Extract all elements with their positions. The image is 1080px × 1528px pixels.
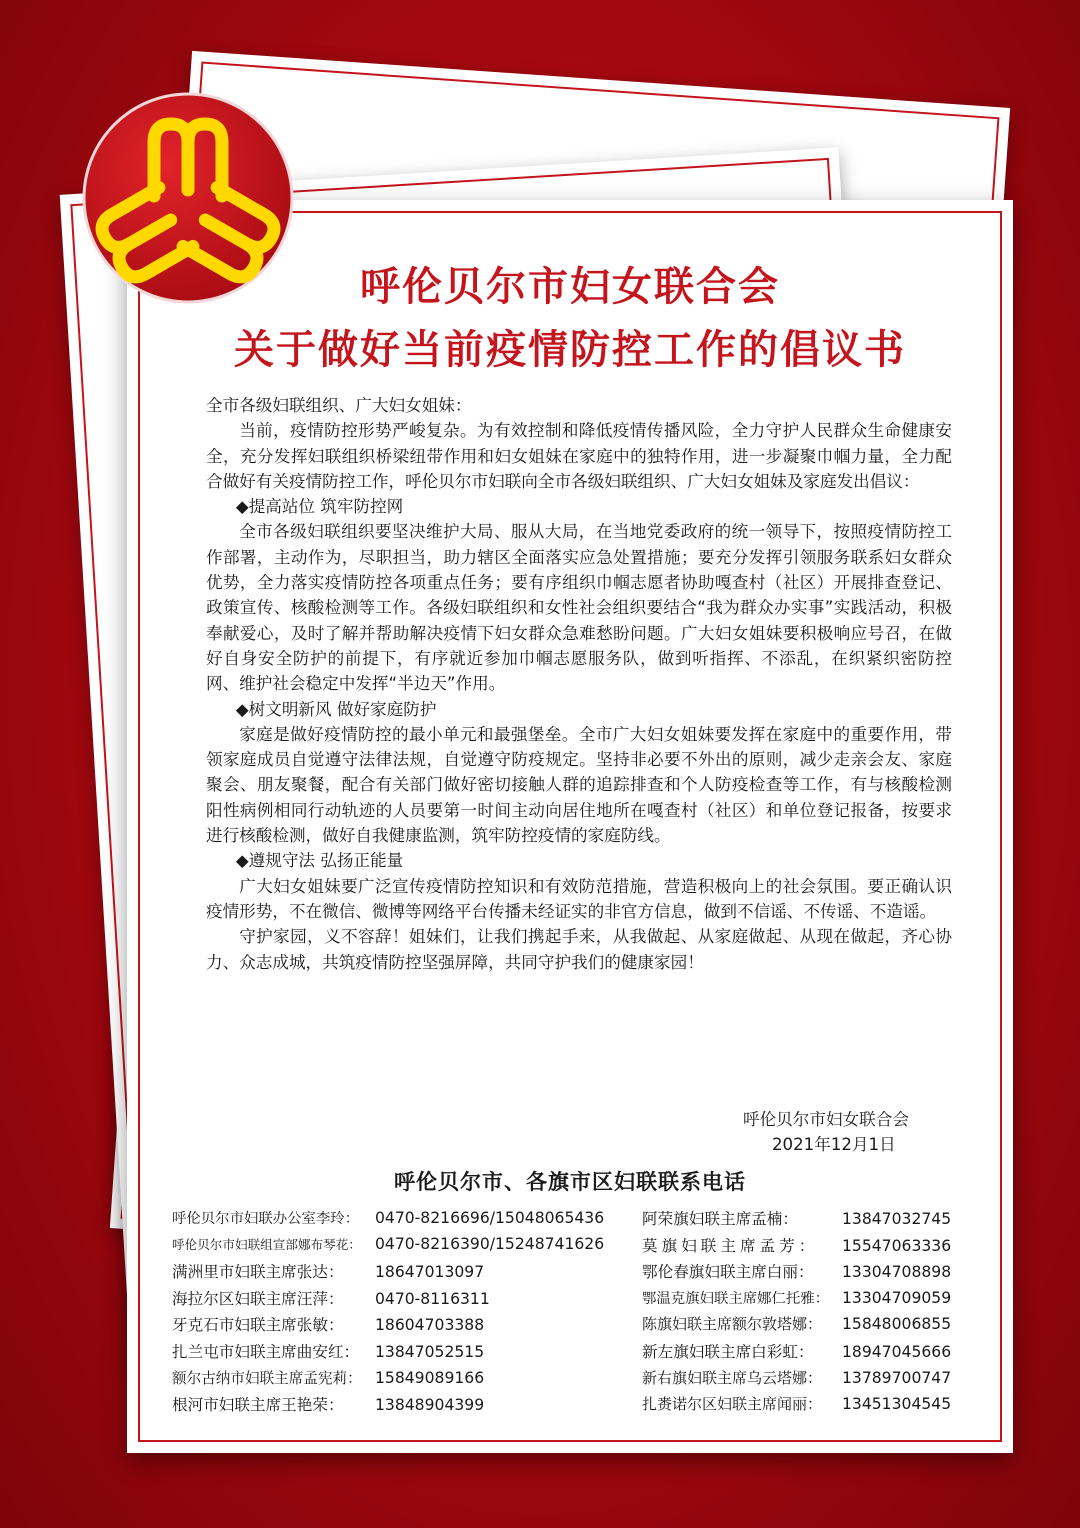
contact-name: 莫旗妇联主席孟芳： xyxy=(642,1236,819,1255)
contact-phone: 0470-8116311 xyxy=(375,1289,490,1308)
contact-name: 呼伦贝尔市妇联组宣部娜布琴花： xyxy=(172,1236,361,1252)
contact-row xyxy=(172,1234,604,1253)
contact-row xyxy=(642,1367,951,1388)
contact-phone: 13847032745 xyxy=(842,1210,952,1228)
contact-row xyxy=(642,1340,951,1362)
contact-name: 海拉尔区妇联主席汪萍： xyxy=(172,1289,344,1308)
salutation: 全市各级妇联组织、广大妇女姐妹： xyxy=(206,396,472,415)
contact-phone: 13848904399 xyxy=(375,1396,485,1415)
contact-phone: 18604703388 xyxy=(375,1316,485,1335)
contact-name: 牙克石市妇联主席张敏： xyxy=(172,1316,344,1335)
contact-phone: 13789700747 xyxy=(842,1368,952,1387)
contact-name: 阿荣旗妇联主席孟楠： xyxy=(642,1210,798,1228)
signature-date: 2021年12月1日 xyxy=(772,1135,896,1154)
contact-name: 额尔古纳市妇联主席孟宪莉： xyxy=(172,1369,362,1387)
section-paragraph: 家庭是做好疫情防控的最小单元和最强堡垒。全市广大妇女姐妹要发挥在家庭中的重要作用，带领家庭成员自觉遵守法律法规，自觉遵守防疫规定。坚持非必要不外出的原则，减少走亲会友、家庭聚会、朋友聚餐，配合有关部门做好密切接触人群的追踪排查和个人防疫检查等工作，有与核酸检测阳性病例相同行动轨迹的人员要第一时间主动向居住地所在嘎查村（社区）和单位登记报备，按要求进行核酸检测，做好自我健康监测，筑牢防控疫情的家庭防线。 xyxy=(206,724,952,846)
contact-phone: 18647013097 xyxy=(375,1263,485,1282)
section-paragraph: 全市各级妇联组织要坚决维护大局、服从大局，在当地党委政府的统一领导下，按照疫情防控工作部署，主动作为，尽职担当，助力辖区全面落实应急处置措施；要充分发挥引领服务联系妇女群众优势，全力落实疫情防控各项重点任务；要有序组织巾帼志愿者协助嘎查村（社区）开展排查登记、政策宣传、核酸检测等工作。各级妇联组织和女性社会组织要结合“我为群众办实事”实践活动，积极奉献爱心，及时了解并帮助解决疫情下妇女群众急难愁盼问题。广大妇女姐妹要积极响应号召，在做好自身安全防护的前提下，有序就近参加巾帼志愿服务队，做到听指挥、不添乱，在织紧织密防控网、维护社会稳定中发挥“半边天”作用。 xyxy=(206,522,952,694)
contact-row xyxy=(172,1367,484,1388)
contact-name: 陈旗妇联主席额尔敦塔娜： xyxy=(642,1315,823,1334)
contact-phone: 15547063336 xyxy=(842,1236,952,1255)
document-title: 呼伦贝尔市妇女联合会 xyxy=(360,263,780,310)
contact-phone: 15848006855 xyxy=(842,1315,952,1334)
contact-name: 新左旗妇联主席白彩虹： xyxy=(642,1343,814,1361)
contact-row xyxy=(172,1287,490,1309)
contact-phone: 13451304545 xyxy=(842,1395,952,1414)
contact-row xyxy=(172,1260,484,1282)
contact-phone: 13304708898 xyxy=(842,1263,952,1282)
section-heading: ◆树文明新风 做好家庭防护 xyxy=(235,699,437,719)
contact-phone: 0470-8216390/15248741626 xyxy=(375,1234,605,1253)
contact-name: 扎兰屯市妇联主席曲安红： xyxy=(172,1343,360,1361)
section-heading: ◆提高站位 筑牢防控网 xyxy=(235,497,404,517)
contact-row xyxy=(642,1260,951,1282)
contact-name: 扎赉诺尔区妇联主席闻丽： xyxy=(642,1395,823,1414)
contact-name: 鄂温克旗妇联主席娜仁托雅： xyxy=(642,1290,830,1307)
contact-row xyxy=(172,1207,604,1228)
contact-row xyxy=(172,1340,484,1362)
contact-name: 新右旗妇联主席乌云塔娜： xyxy=(642,1368,823,1387)
section-heading: ◆遵规守法 弘扬正能量 xyxy=(235,851,404,871)
contact-name: 呼伦贝尔市妇联办公室李玲： xyxy=(172,1211,360,1227)
contact-name: 满洲里市妇联主席张达： xyxy=(172,1263,344,1282)
contact-phone: 0470-8216696/15048065436 xyxy=(375,1209,605,1227)
contact-phone: 18947045666 xyxy=(842,1343,952,1361)
contact-row xyxy=(642,1313,951,1334)
section-paragraph: 广大妇女姐妹要广泛宣传疫情防控知识和有效防范措施，营造积极向上的社会氛围。要正确认识疫情形势，不在微信、微博等网络平台传播未经证实的非官方信息，做到不信谣、不传谣、不造谣。 xyxy=(206,876,952,921)
proposal-body xyxy=(206,393,952,975)
contact-phone: 15849089166 xyxy=(375,1368,485,1387)
closing-paragraph: 守护家园，义不容辞！姐妹们，让我们携起手来，从我做起、从家庭做起、从现在做起，齐心协力、众志成城，共筑疫情防控坚强屏障，共同守护我们的健康家园！ xyxy=(206,927,952,972)
document-subtitle: 关于做好当前疫情防控工作的倡议书 xyxy=(234,326,906,373)
contact-phone: 13847052515 xyxy=(375,1343,485,1361)
contact-row xyxy=(642,1287,951,1308)
contact-row xyxy=(642,1234,951,1256)
contact-row xyxy=(642,1393,951,1414)
contact-row xyxy=(642,1207,951,1229)
contact-name: 根河市妇联主席王艳荣： xyxy=(172,1396,344,1415)
contact-name: 鄂伦春旗妇联主席白丽： xyxy=(642,1263,814,1282)
contact-phone: 13304709059 xyxy=(842,1288,952,1307)
intro-paragraph: 当前，疫情防控形势严峻复杂。为有效控制和降低疫情传播风险，全力守护人民群众生命健康安全，充分发挥妇联组织桥梁纽带作用和妇女姐妹在家庭中的独特作用，进一步凝聚巾帼力量，全力配合做好有关疫情防控工作，呼伦贝尔市妇联向全市各级妇联组织、广大妇女姐妹及家庭发出倡议： xyxy=(206,421,952,491)
signature-org: 呼伦贝尔市妇女联合会 xyxy=(743,1110,909,1129)
contact-row xyxy=(172,1313,484,1335)
contact-row xyxy=(172,1393,484,1415)
contacts-title: 呼伦贝尔市、各旗市区妇联联系电话 xyxy=(394,1170,746,1194)
